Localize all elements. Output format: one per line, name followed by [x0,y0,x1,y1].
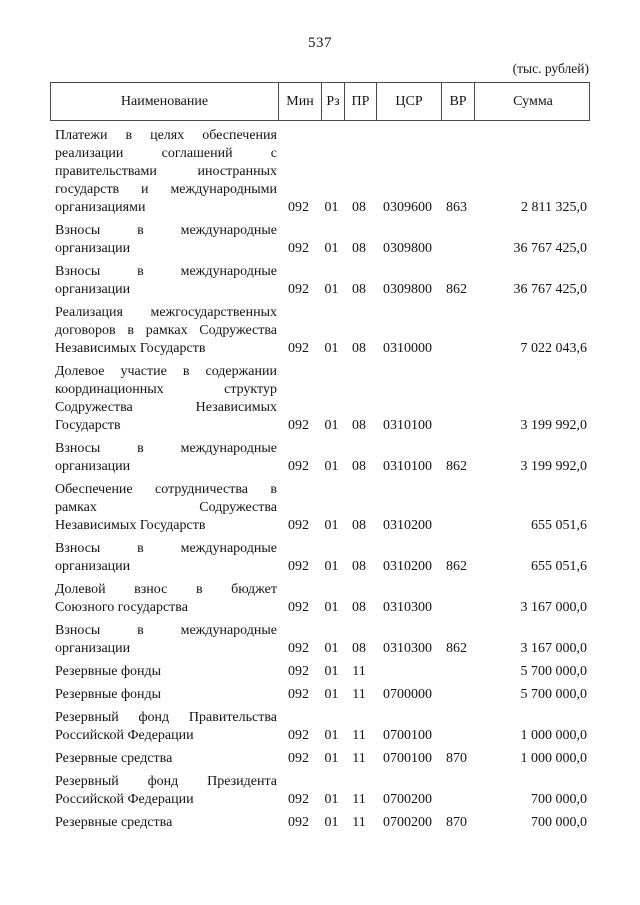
table-row [50,663,590,681]
cell-min: 092 [288,200,309,215]
cell-rz: 01 [324,664,339,679]
cell-pr: 08 [352,641,366,656]
cell-vr: 863 [446,200,467,215]
table-row [50,750,590,768]
cell-sum: 3 167 000,0 [520,641,587,656]
table-row [50,581,590,617]
cell-name [50,540,277,576]
table-row [50,540,590,576]
cell-sum: 3 199 992,0 [520,418,587,433]
cell-name [50,304,277,358]
cell-csr: 0310200 [383,559,432,574]
table-row [50,709,590,745]
cell-sum: 36 767 425,0 [513,241,587,256]
table-body [50,127,590,832]
row-name-line: правительствами иностранных [55,164,277,179]
row-name-line: Взносы в международные [55,264,277,279]
cell-pr: 08 [352,282,366,297]
col-header-pr: ПР [344,83,376,120]
row-name-line: реализации соглашений с [55,146,277,161]
row-name-line: организации [55,559,131,574]
cell-name [50,750,277,768]
cell-csr: 0700100 [383,728,432,743]
row-name-line: Взносы в международные [55,541,277,556]
row-name-line: организации [55,459,131,474]
cell-min: 092 [288,815,309,830]
col-header-name: Наименование [120,93,209,109]
row-name-line: Взносы в международные [55,623,277,638]
cell-pr: 08 [352,559,366,574]
page-number: 537 [308,35,332,51]
row-name-line: организации [55,241,131,256]
cell-rz: 01 [324,459,339,474]
cell-rz: 01 [324,728,339,743]
row-name-line: Обеспечение сотрудничества в [55,482,277,497]
cell-name [50,709,277,745]
cell-pr: 11 [352,815,366,830]
cell-pr: 08 [352,341,366,356]
cell-pr: 08 [352,459,366,474]
cell-min: 092 [288,518,309,533]
cell-name [50,127,277,217]
cell-csr: 0310300 [383,641,432,656]
cell-min: 092 [288,459,309,474]
row-name-line: договоров в рамках Содружества [55,323,277,338]
cell-rz: 01 [324,518,339,533]
cell-csr: 0700200 [383,815,432,830]
row-name-line: Реализация межгосударственных [55,305,277,320]
cell-rz: 01 [324,600,339,615]
cell-sum: 3 199 992,0 [520,459,587,474]
cell-sum: 1 000 000,0 [520,728,587,743]
cell-csr: 0310100 [383,418,432,433]
cell-vr: 862 [446,282,467,297]
row-name-line: организации [55,641,131,656]
cell-rz: 01 [324,282,339,297]
cell-rz: 01 [324,559,339,574]
cell-pr: 11 [352,792,366,807]
cell-vr: 862 [446,641,467,656]
table-row [50,686,590,704]
cell-rz: 01 [324,792,339,807]
cell-rz: 01 [324,687,339,702]
cell-rz: 01 [324,641,339,656]
table-row [50,304,590,358]
cell-min: 092 [288,641,309,656]
cell-csr: 0310300 [383,600,432,615]
cell-sum: 655 051,6 [531,559,587,574]
cell-vr: 870 [446,751,467,766]
cell-rz: 01 [324,200,339,215]
cell-rz: 01 [324,751,339,766]
col-header-sum: Сумма [474,83,591,120]
row-name-line: Платежи в целях обеспечения [55,128,277,143]
cell-name [50,440,277,476]
cell-name [50,773,277,809]
cell-vr: 862 [446,459,467,474]
cell-min: 092 [288,687,309,702]
cell-sum: 36 767 425,0 [513,282,587,297]
cell-sum: 2 811 325,0 [521,200,587,215]
cell-rz: 01 [324,418,339,433]
row-name-line: Резервные средства [55,751,173,766]
cell-pr: 08 [352,418,366,433]
cell-vr: 870 [446,815,467,830]
cell-name [50,222,277,258]
row-name-line: Союзного государства [55,600,188,615]
cell-pr: 08 [352,518,366,533]
cell-pr: 08 [352,600,366,615]
cell-sum: 655 051,6 [531,518,587,533]
table-header-row [50,82,590,121]
row-name-line: Независимых Государств [55,518,206,533]
table-row [50,814,590,832]
cell-pr: 08 [352,200,366,215]
row-name-line: организации [55,282,131,297]
cell-name [50,622,277,658]
row-name-line: Государств [55,418,121,433]
table-row [50,363,590,435]
units-note: (тыс. рублей) [512,61,589,76]
cell-name [50,363,277,435]
cell-sum: 7 022 043,6 [520,341,587,356]
cell-pr: 11 [352,687,366,702]
col-header-csr: ЦСР [376,83,441,120]
cell-rz: 01 [324,341,339,356]
row-name-line: Резервные средства [55,815,173,830]
cell-rz: 01 [324,815,339,830]
row-name-line: Резервные фонды [55,687,162,702]
cell-name [50,581,277,617]
cell-min: 092 [288,600,309,615]
cell-min: 092 [288,664,309,679]
row-name-line: организациями [55,200,146,215]
row-name-line: Резервный фонд Президента [55,774,277,789]
cell-csr: 0700100 [383,751,432,766]
cell-sum: 1 000 000,0 [520,751,587,766]
row-name-line: Резервный фонд Правительства [55,710,277,725]
row-name-line: Содружества Независимых [55,400,277,415]
cell-csr: 0310000 [383,341,432,356]
cell-pr: 08 [352,241,366,256]
cell-sum: 5 700 000,0 [520,687,587,702]
cell-csr: 0700000 [383,687,432,702]
cell-min: 092 [288,341,309,356]
cell-csr: 0309600 [383,200,432,215]
table-row [50,773,590,809]
cell-rz: 01 [324,241,339,256]
cell-min: 092 [288,792,309,807]
cell-vr: 862 [446,559,467,574]
cell-sum: 700 000,0 [531,792,587,807]
table-row [50,440,590,476]
row-name-line: Взносы в международные [55,223,277,238]
table-row [50,263,590,299]
row-name-line: рамках Содружества [55,500,277,515]
table-row [50,622,590,658]
cell-name [50,481,277,535]
row-name-line: Российской Федерации [55,792,194,807]
table-row [50,481,590,535]
cell-pr: 11 [352,728,366,743]
cell-name [50,814,277,832]
row-name-line: Резервные фонды [55,664,162,679]
cell-csr: 0309800 [383,282,432,297]
cell-name [50,663,277,681]
cell-min: 092 [288,418,309,433]
col-header-rz: Рз [321,83,344,120]
table-row [50,127,590,217]
cell-pr: 11 [352,751,366,766]
cell-pr: 11 [352,664,366,679]
cell-sum: 700 000,0 [531,815,587,830]
table-row [50,222,590,258]
cell-min: 092 [288,751,309,766]
row-name-line: Взносы в международные [55,441,277,456]
row-name-line: координационных структур [55,382,277,397]
cell-csr: 0310100 [383,459,432,474]
row-name-line: Независимых Государств [55,341,206,356]
cell-name [50,263,277,299]
budget-table [50,82,590,832]
row-name-line: Российской Федерации [55,728,194,743]
col-header-vr: ВР [441,83,474,120]
cell-name [50,686,277,704]
cell-csr: 0700200 [383,792,432,807]
row-name-line: Долевое участие в содержании [55,364,277,379]
cell-min: 092 [288,282,309,297]
cell-min: 092 [288,241,309,256]
row-name-line: государств и международными [55,182,277,197]
row-name-line: Долевой взнос в бюджет [55,582,277,597]
cell-min: 092 [288,728,309,743]
col-header-min: Мин [278,83,321,120]
cell-sum: 3 167 000,0 [520,600,587,615]
cell-min: 092 [288,559,309,574]
cell-sum: 5 700 000,0 [520,664,587,679]
cell-csr: 0310200 [383,518,432,533]
cell-csr: 0309800 [383,241,432,256]
